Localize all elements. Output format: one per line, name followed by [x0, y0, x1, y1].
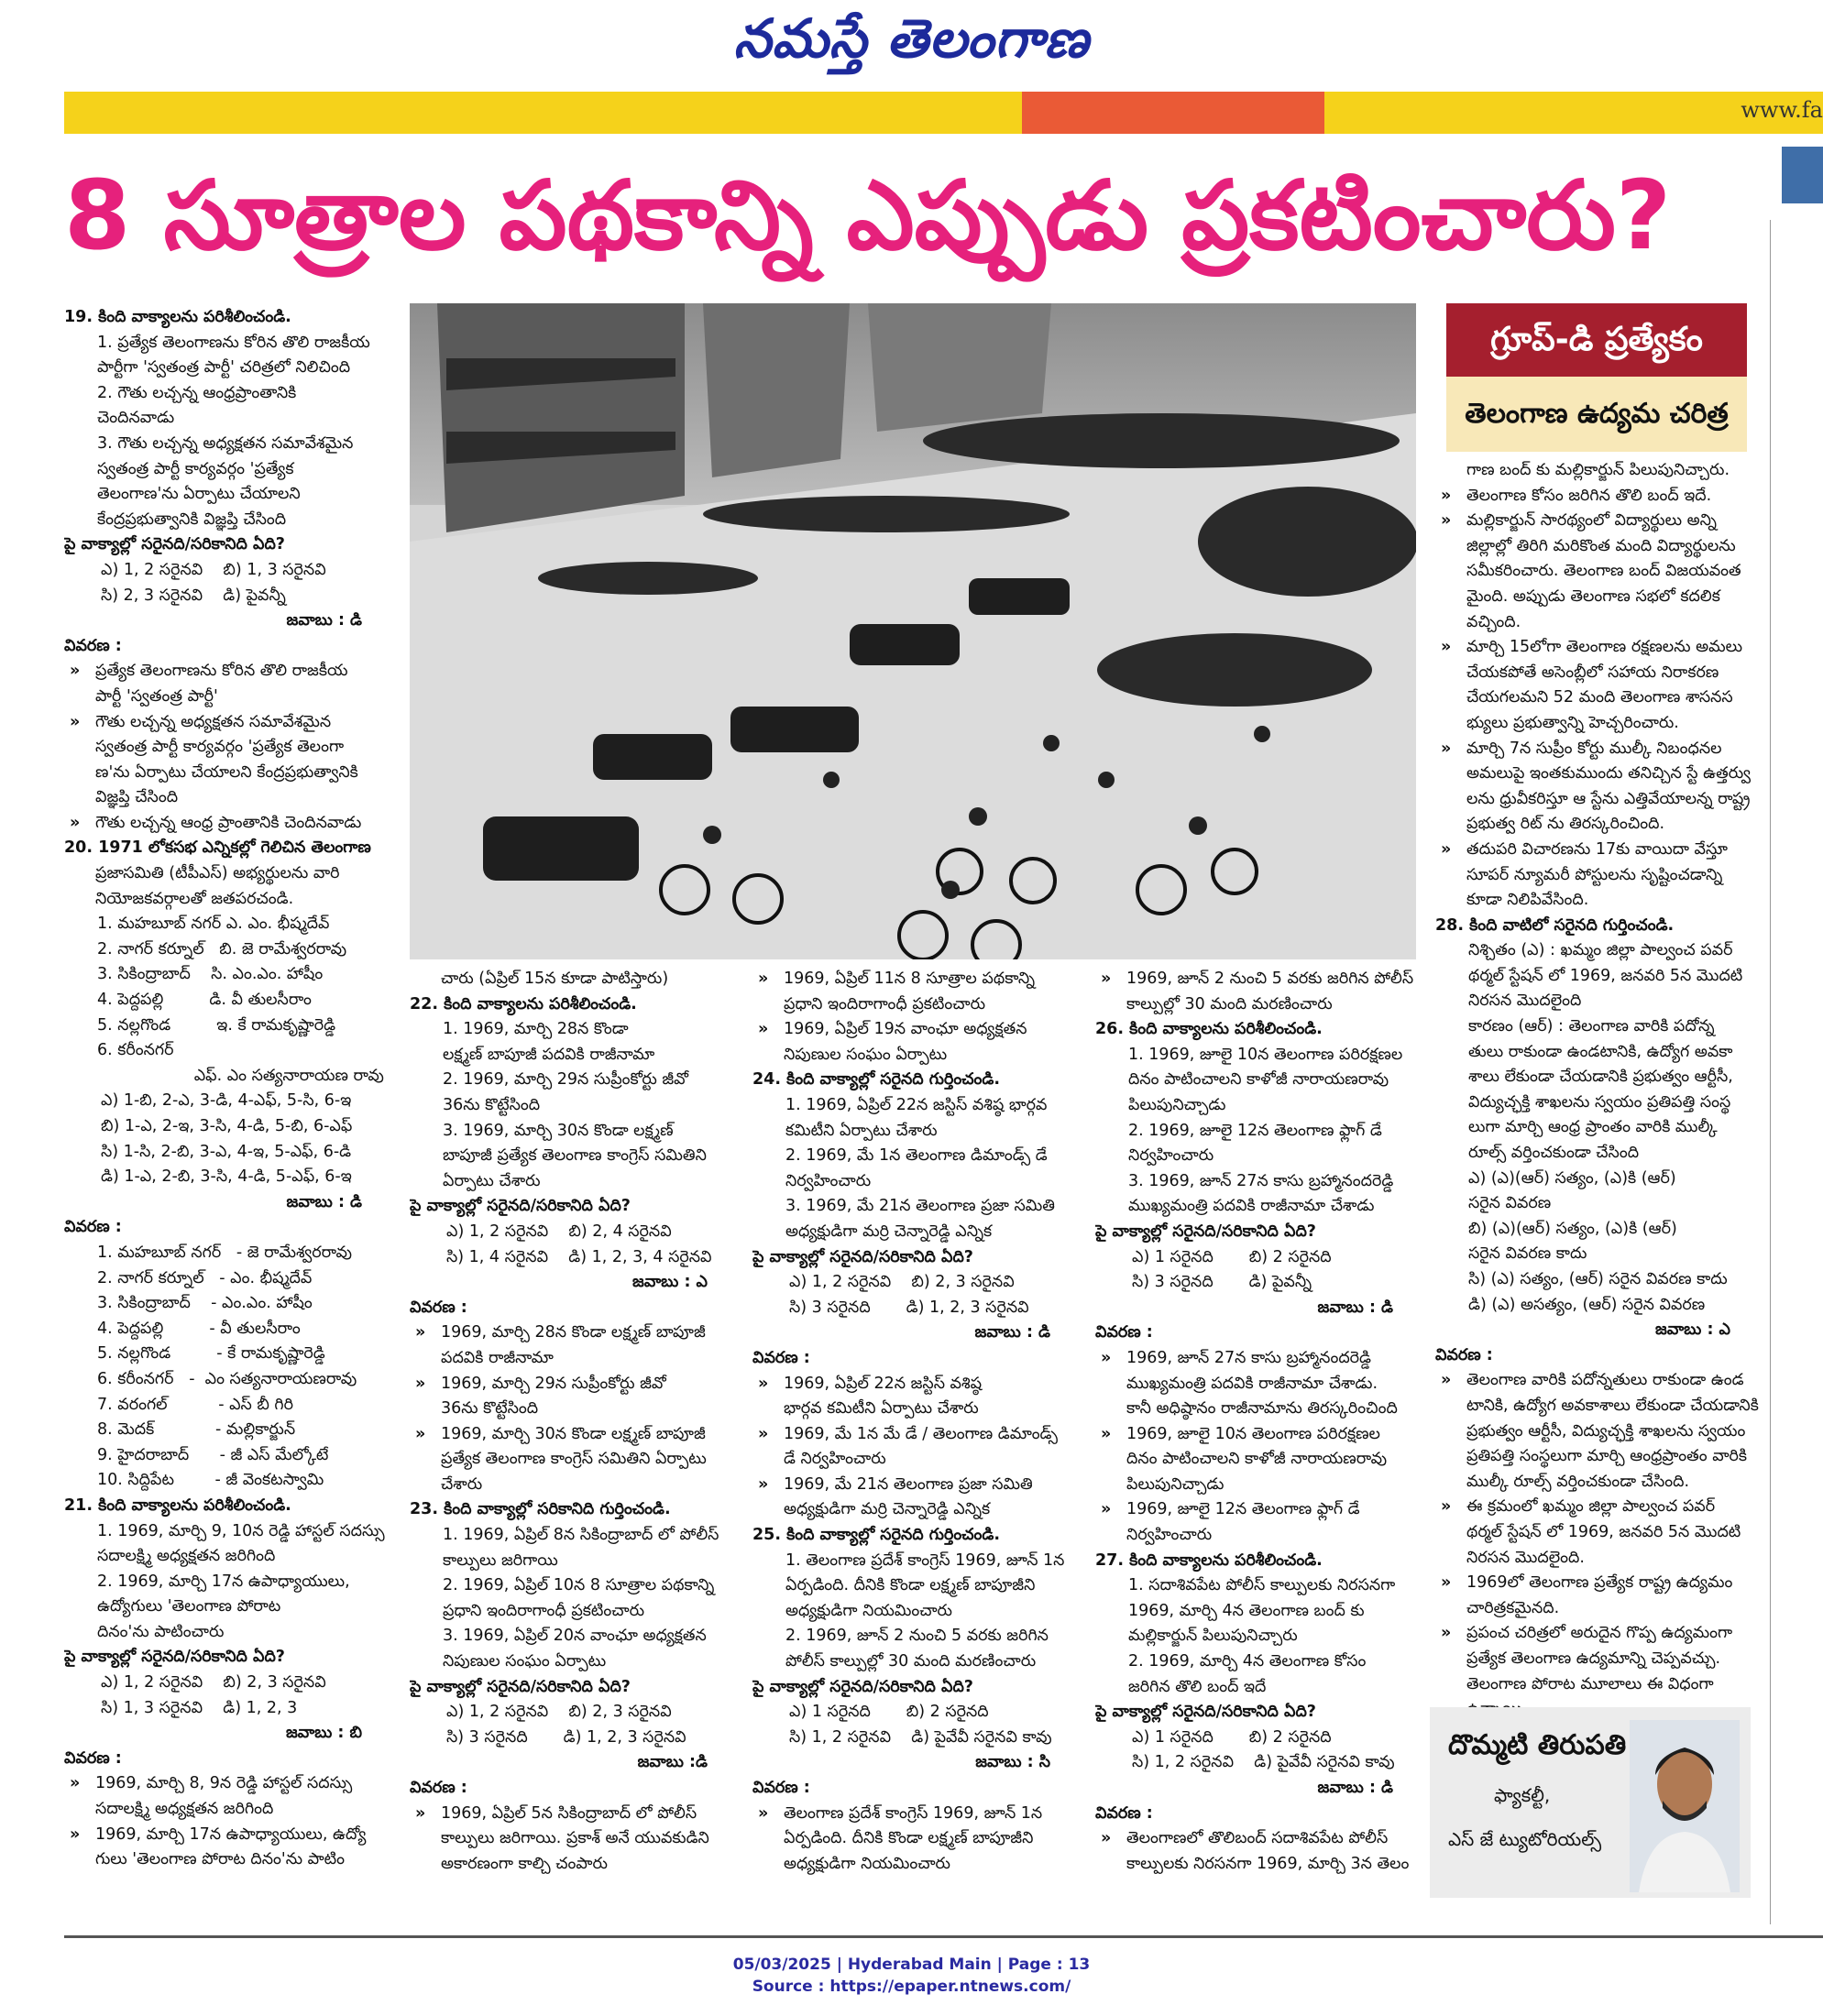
- col1-line: 10. సిద్దిపేట - జీ వెంకటస్వామి: [97, 1471, 324, 1490]
- col2-line: ప్రత్యేక తెలంగాణ కాంగ్రెస్ సమితిని ఏర్పాటు: [441, 1450, 707, 1469]
- col1-line: 2. గౌతు లచ్చన్న ఆంధ్రప్రాంతానికి: [97, 383, 297, 402]
- col4-line: జవాబు : డి: [1317, 1298, 1393, 1317]
- col1-line: సి) 1-సి, 2-బి, 3-ఎ, 4-ఇ, 5-ఎఫ్, 6-డి: [101, 1142, 352, 1161]
- col5-line: నిశ్చితం (ఎ) : ఖమ్మం జిల్లా పాల్వంచ పవర్: [1468, 941, 1733, 960]
- col5-line: ప్రభుత్వం ఆర్టీసీ, విద్యుచ్ఛక్తి శాఖలను స్వయం: [1466, 1421, 1746, 1441]
- col5-line: సూపర్ న్యూమరీ పోస్టులను సృష్టించడాన్ని: [1466, 865, 1723, 884]
- author-organization: ఎస్ జే ట్యుటోరియల్స్: [1448, 1828, 1602, 1850]
- col1-line: » 1969, మార్చి 17న ఉపాధ్యాయులు, ఉద్యో: [64, 1823, 399, 1848]
- col4-line: » 1969, జూన్ 27న కాసు బ్రహ్మానందరెడ్డి: [1095, 1346, 1430, 1372]
- col2-line: 3. 1969, ఏప్రిల్ 20న వాంఛూ అధ్యక్షతన: [443, 1627, 707, 1646]
- col4-line: ఎ) 1 సరైనది బి) 2 సరైనది: [1132, 1727, 1332, 1747]
- banner-url: www.fa: [1741, 97, 1823, 123]
- col1-line: ఎ) 1, 2 సరైనవి బి) 1, 3 సరైనవి: [101, 560, 326, 579]
- col2-line: బాపూజీ ప్రత్యేక తెలంగాణ కాంగ్రెస్ సమితిని: [443, 1146, 707, 1166]
- col1-line: 3. గౌతు లచ్చన్న అధ్యక్షతన సమావేశమైన: [97, 433, 354, 453]
- col2-line: చారు (ఏప్రిల్ 15న కూడా పాటిస్తారు): [441, 970, 669, 988]
- col5-line: కారణం (ఆర్) : తెలంగాణ వారికి పదోన్న: [1468, 1017, 1715, 1036]
- col1-line: » 1969, మార్చి 8, 9న రెడ్డి హాస్టల్ సదస్సు: [64, 1771, 399, 1797]
- col1-line: 5. నల్లగొండ ఇ. కే రామకృష్ణారెడ్డి: [97, 1015, 336, 1035]
- col1-line: జవాబు : బి: [286, 1724, 362, 1743]
- col1-line: 7. వరంగల్ - ఎస్ బీ గిరి: [97, 1395, 293, 1414]
- col1-line: 4. పెద్దపల్లి డి. వీ తులసీరాం: [97, 991, 312, 1010]
- col2-line: 1. 1969, మార్చి 28న కొండా: [443, 1020, 629, 1039]
- col2-line: ప్రధాని ఇందిరాగాంధీ ప్రకటించారు: [443, 1601, 645, 1620]
- col3-line: అధ్యక్షుడిగా నియమించారు: [785, 1601, 952, 1620]
- col2-line: 36ను కొట్టేసింది: [443, 1095, 541, 1114]
- col2-line: అకారణంగా కాల్చి చంపారు: [441, 1854, 608, 1873]
- crowd-street-image: [410, 303, 1416, 959]
- col3-line: 1. 1969, ఏప్రిల్ 22న జస్టిస్ వశిష్ఠ భార్గవ: [785, 1095, 1048, 1114]
- col5-line: » ప్రపంచ చరిత్రలో అరుదైన గొప్ప ఉద్యమంగా: [1435, 1621, 1767, 1647]
- col5-line: చారిత్రకమైనది.: [1466, 1598, 1560, 1617]
- col4-line: 26. కింది వాక్యాలను పరిశీలించండి.: [1095, 1020, 1323, 1039]
- col3-line: అధ్యక్షుడిగా నియమించారు: [784, 1854, 950, 1873]
- col1-line: గులు 'తెలంగాణ పోరాట దినం'ను పాటిం: [95, 1850, 346, 1869]
- col3-line: సి) 1, 2 సరైనవి డి) పైవేవీ సరైనవి కావు: [789, 1727, 1052, 1747]
- col4-line: » 1969, జూన్ 2 నుంచి 5 వరకు జరిగిన పోలీస్: [1095, 967, 1430, 992]
- col5-line: మైంది. అప్పుడు తెలంగాణ సభలో కదలిక: [1466, 586, 1720, 606]
- column-divider: [1770, 220, 1771, 1924]
- col4-line: ముఖ్యమంత్రి పదవికి రాజీనామా చేశాడు.: [1126, 1374, 1378, 1393]
- col1-line: 3. సికింద్రాబాద్ - ఎం.ఎం. హాషీం: [97, 1294, 313, 1313]
- col1-line: వివరణ :: [64, 636, 122, 655]
- col4-line: ముఖ్యమంత్రి పదవికి రాజీనామా చేశాడు: [1128, 1197, 1375, 1216]
- col5-line: చేయకపోతే అసెంబ్లీలో సహాయ నిరాకరణ: [1466, 663, 1719, 682]
- col1-line: 2. 1969, మార్చి 17న ఉపాధ్యాయులు,: [97, 1572, 350, 1591]
- col4-line: దినం పాటించాలని కాళోజీ నారాయణరావు: [1126, 1450, 1388, 1469]
- col3-line: వివరణ :: [752, 1779, 810, 1797]
- col2-line: నిపుణుల సంఘం ఏర్పాటు: [443, 1652, 607, 1671]
- col3-line: పై వాక్యాల్లో సరైనది/సరికానిది ఏది?: [752, 1247, 973, 1266]
- col5-line: ఎ) (ఎ)(ఆర్) సత్యం, (ఎ)కి (ఆర్): [1468, 1168, 1676, 1188]
- col2-line: » 1969, ఏప్రిల్ 5న సికింద్రాబాద్ లో పోలీస్: [410, 1802, 744, 1827]
- col5-line: » తెలంగాణ వారికి పదోన్నతులు రాకుండా ఉండ: [1435, 1368, 1767, 1394]
- col1-line: ఎ) 1, 2 సరైనవి బి) 2, 3 సరైనవి: [101, 1673, 326, 1693]
- col1-line: సి) 1, 3 సరైనవి డి) 1, 2, 3: [101, 1698, 298, 1717]
- col1-line: 1. మహబూబ్ నగర్ - జె రామేశ్వరరావు: [97, 1243, 352, 1262]
- col2-line: » 1969, మార్చి 29న సుప్రీంకోర్టు జీవో: [410, 1372, 744, 1397]
- col1-line: ఎ) 1-బి, 2-ఎ, 3-డి, 4-ఎఫ్, 5-సి, 6-ఇ: [101, 1091, 352, 1111]
- col4-line: » 1969, జూలై 12న తెలంగాణ ఫ్లాగ్ డే: [1095, 1497, 1430, 1523]
- col1-line: పార్టీ 'స్వతంత్ర పార్టీ': [95, 686, 218, 706]
- col5-line: నిరసన మొదలైంది: [1468, 992, 1582, 1011]
- col1-line: 2. నాగర్ కర్నూల్ బి. జె రామేశ్వరరావు: [97, 939, 347, 959]
- col3-line: భార్గవ కమిటీని ఏర్పాటు చేశారు: [784, 1399, 979, 1419]
- col3-line: 25. కింది వాక్యాల్లో సరైనది గుర్తించండి.: [752, 1526, 1000, 1545]
- col5-line: బి) (ఎ)(ఆర్) సత్యం, (ఎ)కి (ఆర్): [1468, 1219, 1677, 1238]
- col5-line: ప్రతిపత్తి సంస్థలుగా మార్చి ఆంధ్రప్రాంతం వారికి: [1466, 1447, 1748, 1466]
- col3-line: » 1969, ఏప్రిల్ 19న వాంఛూ అధ్యక్షతన: [752, 1017, 1087, 1043]
- col5-line: » మార్చి 15లోగా తెలంగాణ రక్షణలను అమలు: [1435, 635, 1767, 661]
- col3-line: » 1969, మే 21న తెలంగాణ ప్రజా సమితి: [752, 1473, 1087, 1498]
- col2-line: పై వాక్యాల్లో సరైనది/సరికానిది ఏది?: [410, 1677, 631, 1696]
- col5-line: ప్రత్యేక తెలంగాణ ఉద్యమాన్ని చెప్పవచ్చు.: [1466, 1649, 1721, 1668]
- author-box: [1430, 1707, 1751, 1898]
- col4-line: మల్లికార్జున్ పిలుపునిచ్చారు: [1128, 1627, 1298, 1646]
- col5-line: » మల్లికార్జున్ సారథ్యంలో విద్యార్థులు అన్ని: [1435, 509, 1767, 534]
- col5-line: రూల్స్ వర్తించకుండా చేసింది: [1468, 1144, 1640, 1163]
- col4-line: 27. కింది వాక్యాలను పరిశీలించండి.: [1095, 1550, 1323, 1570]
- top-banner: [64, 92, 1823, 134]
- col5-line: థర్మల్ స్టేషన్ లో 1969, జనవరి 5న మొదటి: [1466, 1522, 1741, 1541]
- col1-line: 3. సికింద్రాబాద్ సి. ఎం.ఎం. హాషీం: [97, 965, 324, 984]
- col4-line: పిలుపునిచ్చాడు: [1128, 1095, 1226, 1114]
- col3-line: » తెలంగాణ ప్రదేశ్ కాంగ్రెస్ 1969, జూన్ 1న: [752, 1802, 1087, 1827]
- col1-line: ఉద్యోగులు 'తెలంగాణ పోరాట: [97, 1597, 281, 1616]
- author-name: దొమ్మటి తిరుపతి: [1448, 1729, 1627, 1761]
- col4-line: 3. 1969, జూన్ 27న కాసు బ్రహ్మానందరెడ్డి: [1128, 1171, 1394, 1190]
- col1-line: విజ్ఞప్తి చేసింది: [95, 788, 179, 807]
- col2-line: కాల్పులు జరిగాయి: [443, 1550, 558, 1570]
- col5-line: » మార్చి 7న సుప్రీం కోర్టు ముల్కీ నిబంధనల: [1435, 737, 1767, 762]
- page-headline: 8 సూత్రాల పథకాన్ని ఎప్పుడు ప్రకటించారు?: [64, 159, 1672, 271]
- col1-line: జవాబు : డి: [286, 611, 362, 630]
- col2-line: » 1969, మార్చి 28న కొండా లక్ష్మణ్ బాపూజీ: [410, 1320, 744, 1346]
- col5-line: కూడా నిలిపివేసింది.: [1466, 891, 1589, 910]
- col2-line: ఏర్పాటు చేశారు: [443, 1171, 541, 1190]
- col2-line: 2. 1969, ఏప్రిల్ 10న 8 సూత్రాల పథకాన్ని: [443, 1576, 715, 1595]
- col1-line: దినం'ను పాటించారు: [97, 1622, 225, 1641]
- col4-line: పై వాక్యాల్లో సరైనది/సరికానిది ఏది?: [1095, 1703, 1316, 1722]
- newspaper-logo: నమస్తే తెలంగాణ: [733, 7, 1090, 70]
- col4-line: కాల్పుల్లో 30 మంది మరణించారు: [1126, 994, 1333, 1013]
- col4-line: » తెలంగాణలో తొలిబంద్ సదాశివపేట పోలీస్: [1095, 1826, 1430, 1852]
- article-column-5: [1435, 458, 1767, 1723]
- col1-line: కేంద్రప్రభుత్వానికి విజ్ఞప్తి చేసింది: [97, 509, 287, 529]
- col2-line: పదవికి రాజీనామా: [441, 1348, 554, 1367]
- col4-line: 1. సదాశివపేట పోలీస్ కాల్పులకు నిరసనగా: [1128, 1576, 1396, 1595]
- col2-line: 23. కింది వాక్యాల్లో సరికానిది గుర్తించండి.: [410, 1500, 671, 1519]
- col3-line: 2. 1969, జూన్ 2 నుంచి 5 వరకు జరిగిన: [785, 1627, 1049, 1646]
- col2-line: » 1969, మార్చి 30న కొండా లక్ష్మణ్ బాపూజీ: [410, 1422, 744, 1448]
- col5-line: తులు రాకుండా ఉండటానికి, ఉద్యోగ అవకా: [1468, 1042, 1733, 1061]
- bottom-rule: [64, 1935, 1823, 1938]
- article-column-4: [1095, 967, 1430, 1877]
- col3-line: వివరణ :: [752, 1348, 810, 1367]
- col2-line: జవాబు :డి: [637, 1753, 708, 1772]
- col5-line: జిల్లాల్లో తిరిగి మరికొంత మంది విద్యార్థులను: [1466, 536, 1736, 555]
- col3-line: » 1969, మే 1న మే డే / తెలంగాణ డిమాండ్స్: [752, 1422, 1087, 1448]
- adjacent-article-edge: [1782, 147, 1823, 1924]
- col5-line: చేయగలమని 52 మంది తెలంగాణ శాసనస: [1466, 688, 1733, 707]
- col2-line: సి) 1, 4 సరైనవి డి) 1, 2, 3, 4 సరైనవి: [446, 1247, 712, 1266]
- col2-line: వివరణ :: [410, 1298, 467, 1317]
- col1-line: 1. మహబూబ్ నగర్ ఎ. ఎం. భీష్మదేవ్: [97, 915, 330, 934]
- col5-line: లను ధ్రువీకరిస్తూ ఆ స్టేను ఎత్తివేయాలన్న రాష్ట్ర: [1466, 789, 1751, 808]
- col5-line: నిరసన మొదలైంది.: [1466, 1548, 1585, 1567]
- footer-date-edition: 05/03/2025 | Hyderabad Main | Page : 13: [732, 1956, 1091, 1974]
- col3-line: 24. కింది వాక్యాల్లో సరైనది గుర్తించండి.: [752, 1070, 1000, 1090]
- col3-line: ప్రధాని ఇందిరాగాంధీ ప్రకటించారు: [784, 994, 986, 1013]
- col2-line: ఎ) 1, 2 సరైనవి బి) 2, 3 సరైనవి: [446, 1703, 672, 1722]
- col5-line: భ్యులు ప్రభుత్వాన్ని హెచ్చరించారు.: [1466, 713, 1679, 732]
- col3-line: ఎ) 1, 2 సరైనవి బి) 2, 3 సరైనవి: [789, 1273, 1015, 1292]
- col2-line: చేశారు: [441, 1474, 483, 1494]
- col5-line: విద్యుచ్ఛక్తి శాఖలను స్వయం ప్రతిపత్తి సంస్థ: [1468, 1092, 1731, 1112]
- col1-line: ప్రజాసమితి (టీపీఎస్) అభ్యర్థులను వారి: [95, 864, 340, 883]
- col1-line: వివరణ :: [64, 1218, 122, 1237]
- author-photo: [1630, 1720, 1740, 1892]
- col1-line: పై వాక్యాల్లో సరైనది/సరికానిది ఏది?: [64, 1648, 285, 1667]
- col5-line: 28. కింది వాటిలో సరైనది గుర్తించండి.: [1435, 915, 1675, 935]
- col1-line: 21. కింది వాక్యాలను పరిశీలించండి.: [64, 1496, 291, 1515]
- article-column-2: [410, 967, 744, 1877]
- col1-line: జవాబు : డి: [286, 1192, 362, 1211]
- col2-line: లక్ష్మణ్ బాపూజీ పదవికి రాజీనామా: [443, 1045, 655, 1064]
- col5-line: వచ్చింది.: [1466, 612, 1521, 631]
- protest-photo: [410, 303, 1416, 959]
- col1-line: 1. ప్రత్యేక తెలంగాణను కోరిన తొలి రాజకీయ: [97, 333, 370, 352]
- col1-line: 1. 1969, మార్చి 9, 10న రెడ్డి హాస్టల్ సదస్సు: [97, 1521, 385, 1540]
- col2-line: కాల్పులు జరిగాయి. ప్రకాశ్ అనే యువకుడిని: [441, 1829, 709, 1848]
- col3-line: ఏర్పడింది. దీనికి కొండా లక్ష్మణ్ బాపూజీని: [785, 1576, 1036, 1595]
- col1-line: స్వతంత్ర పార్టీ కార్యవర్గం 'ప్రత్యేక తెలంగా: [95, 738, 345, 757]
- col3-line: కమిటీని ఏర్పాటు చేశారు: [785, 1121, 938, 1140]
- col3-line: » 1969, ఏప్రిల్ 11న 8 సూత్రాల పథకాన్ని: [752, 967, 1087, 992]
- col1-line: 6. కరీంనగర్ - ఎం సత్యనారాయణరావు: [97, 1369, 357, 1388]
- author-portrait-icon: [1630, 1720, 1740, 1892]
- col3-line: పై వాక్యాల్లో సరైనది/సరికానిది ఏది?: [752, 1677, 973, 1696]
- col4-line: 2. 1969, మార్చి 4న తెలంగాణ కోసం: [1128, 1652, 1367, 1671]
- masthead: [0, 0, 1823, 90]
- col1-line: 6. కరీంనగర్: [97, 1041, 174, 1060]
- col4-line: వివరణ :: [1095, 1803, 1153, 1823]
- col5-line: తెలంగాణ పోరాట మూలాలు ఈ విధంగా: [1466, 1674, 1714, 1693]
- col4-line: సి) 3 సరైనది డి) పైవన్నీ: [1132, 1273, 1312, 1292]
- col3-line: 1. తెలంగాణ ప్రదేశ్ కాంగ్రెస్ 1969, జూన్ 1న: [785, 1550, 1065, 1570]
- col4-line: జరిగిన తొలి బంద్ ఇదే: [1128, 1677, 1267, 1696]
- col2-line: సి) 3 సరైనది డి) 1, 2, 3 సరైనవి: [446, 1727, 686, 1747]
- col1-line: తెలంగాణ'ను ఏర్పాటు చేయాలని: [97, 485, 301, 504]
- col4-line: » 1969, జూలై 10న తెలంగాణ పరిరక్షణల: [1095, 1422, 1430, 1448]
- col1-line: పై వాక్యాల్లో సరైనది/సరికానిది ఏది?: [64, 535, 285, 554]
- col5-line: టానికి, ఉద్యోగ అవకాశాలు లేకుండా చేయడానికి: [1466, 1396, 1759, 1415]
- col3-line: డే నిర్వహించారు: [784, 1450, 886, 1469]
- col1-line: » గౌతు లచ్చన్న ఆంధ్ర ప్రాంతానికి చెందినవాడు: [64, 811, 399, 837]
- col1-line: సి) 2, 3 సరైనవి డి) పైవన్నీ: [101, 586, 286, 605]
- col4-line: జవాబు : డి: [1317, 1779, 1393, 1797]
- col3-line: జవాబు : సి: [975, 1753, 1050, 1772]
- col3-line: సి) 3 సరైనది డి) 1, 2, 3 సరైనవి: [789, 1298, 1029, 1317]
- page-footer: [0, 1954, 1823, 1998]
- article-column-1: [64, 305, 399, 1873]
- col4-line: ఎ) 1 సరైనది బి) 2 సరైనది: [1132, 1247, 1332, 1266]
- col1-line: 20. 1971 లోకసభ ఎన్నికల్లో గెలిచిన తెలంగాణ: [64, 838, 371, 858]
- group-d-special-label: గ్రూప్-డి ప్రత్యేకం: [1446, 303, 1747, 377]
- col1-line: నియోజకవర్గాలతో జతపరచండి.: [95, 889, 294, 908]
- col5-line: సరైన వివరణ: [1468, 1194, 1552, 1213]
- col1-line: డి) 1-ఎ, 2-బి, 3-సి, 4-డి, 5-ఎఫ్, 6-ఇ: [101, 1167, 352, 1187]
- col2-line: 1. 1969, ఏప్రిల్ 8న సికింద్రాబాద్ లో పోలీస్: [443, 1526, 719, 1545]
- col1-line: 9. హైదరాబాద్ - జీ ఎస్ మేల్కోటే: [97, 1445, 329, 1464]
- col3-line: 2. 1969, మే 1న తెలంగాణ డిమాండ్స్ డే: [785, 1146, 1048, 1166]
- col5-line: » తదుపరి విచారణను 17కు వాయిదా వేస్తూ: [1435, 838, 1767, 863]
- col1-line: చెందినవాడు: [97, 409, 175, 428]
- col5-line: » 1969లో తెలంగాణ ప్రత్యేక రాష్ట్ర ఉద్యమం: [1435, 1571, 1767, 1596]
- col5-line: జవాబు : ఎ: [1655, 1320, 1730, 1340]
- col5-line: ముల్కీ రూల్స్ వర్తించకుండా చేసింది.: [1466, 1472, 1690, 1491]
- col4-line: పై వాక్యాల్లో సరైనది/సరికానిది ఏది?: [1095, 1222, 1316, 1241]
- col1-line: ణ'ను ఏర్పాటు చేయాలని కేంద్రప్రభుత్వానికి: [95, 762, 358, 782]
- col4-line: కాల్పులకు నిరసనగా 1969, మార్చి 3న తెలం: [1126, 1854, 1410, 1873]
- col1-line: » ప్రత్యేక తెలంగాణను కోరిన తొలి రాజకీయ: [64, 659, 399, 685]
- col2-line: పై వాక్యాల్లో సరైనది/సరికానిది ఏది?: [410, 1197, 631, 1216]
- col5-line: థర్మల్ స్టేషన్ లో 1969, జనవరి 5న మొదటి: [1468, 966, 1743, 985]
- col4-line: సి) 1, 2 సరైనవి డి) పైవేవీ సరైనవి కావు: [1132, 1753, 1395, 1772]
- col1-line: 4. పెద్దపల్లి - వీ తులసీరాం: [97, 1319, 301, 1338]
- col3-line: ఎ) 1 సరైనది బి) 2 సరైనది: [789, 1703, 989, 1722]
- col3-line: ఏర్పడింది. దీనికి కొండా లక్ష్మణ్ బాపూజీని: [784, 1829, 1034, 1848]
- col4-line: కానీ అధిష్ఠానం రాజీనామాను తిరస్కరించింది: [1126, 1399, 1398, 1419]
- col2-line: 3. 1969, మార్చి 30న కొండా లక్ష్మణ్: [443, 1121, 674, 1140]
- article-column-3: [752, 967, 1087, 1877]
- col4-line: 1. 1969, జూలై 10న తెలంగాణ పరిరక్షణల: [1128, 1045, 1403, 1064]
- telangana-movement-history-label: తెలంగాణ ఉద్యమ చరిత్ర: [1446, 377, 1747, 452]
- col2-line: 22. కింది వాక్యాలను పరిశీలించండి.: [410, 994, 637, 1013]
- col5-line: సి) (ఎ) సత్యం, (ఆర్) సరైన వివరణ కాదు: [1468, 1270, 1728, 1288]
- col4-line: 2. 1969, జూలై 12న తెలంగాణ ఫ్లాగ్ డే: [1128, 1121, 1382, 1140]
- col4-line: పిలుపునిచ్చాడు: [1126, 1474, 1224, 1494]
- col3-line: పోలీస్ కాల్పుల్లో 30 మంది మరణించారు: [785, 1652, 1037, 1671]
- col1-line: స్వతంత్ర పార్టీ కార్యవర్గం 'ప్రత్యేక: [97, 459, 294, 478]
- col5-line: ప్రభుత్వ రిట్ ను తిరస్కరించింది.: [1466, 815, 1665, 834]
- col3-line: నిపుణుల సంఘం ఏర్పాటు: [784, 1045, 948, 1064]
- col1-line: 19. కింది వాక్యాలను పరిశీలించండి.: [64, 308, 291, 326]
- col5-line: అమలుపై ఇంతకుముందు తనిచ్చిన స్టే ఉత్తర్వు: [1466, 764, 1751, 783]
- col1-line: బి) 1-ఎ, 2-ఇ, 3-సి, 4-డి, 5-బి, 6-ఎఫ్: [101, 1117, 353, 1135]
- col1-line: 5. నల్లగొండ - కే రామకృష్ణారెడ్డి: [97, 1344, 325, 1364]
- col4-line: 1969, మార్చి 4న తెలంగాణ బంద్ కు: [1128, 1601, 1365, 1620]
- col3-line: అధ్యక్షుడిగా మర్రి చెన్నారెడ్డి ఎన్నిక: [785, 1222, 993, 1241]
- col1-line: వివరణ :: [64, 1748, 122, 1768]
- col5-line: » తెలంగాణ కోసం జరిగిన తొలి బంద్ ఇదే.: [1435, 484, 1767, 509]
- col3-line: అధ్యక్షుడిగా మర్రి చెన్నారెడ్డి ఎన్నిక: [784, 1500, 991, 1519]
- col5-line: సమీకరించారు. తెలంగాణ బంద్ విజయవంత: [1466, 562, 1741, 581]
- col5-line: వివరణ :: [1435, 1345, 1493, 1364]
- col3-line: 3. 1969, మే 21న తెలంగాణ ప్రజా సమితి: [785, 1197, 1055, 1216]
- col5-line: లుగా మార్చి ఆంధ్ర ప్రాంతం వారికి ముల్కీ: [1468, 1118, 1718, 1137]
- adjacent-article-image: [1782, 147, 1823, 203]
- col3-line: » 1969, ఏప్రిల్ 22న జస్టిస్ వశిష్ఠ: [752, 1372, 1087, 1397]
- col2-line: జవాబు : ఎ: [632, 1273, 708, 1292]
- col2-line: 36ను కొట్టేసింది: [441, 1399, 539, 1419]
- col5-line: సరైన వివరణ కాదు: [1468, 1244, 1587, 1264]
- author-role: ఫ్యాకల్టీ,: [1494, 1784, 1551, 1806]
- col4-line: వివరణ :: [1095, 1323, 1153, 1342]
- col4-line: దినం పాటించాలని కాళోజీ నారాయణరావు: [1128, 1070, 1389, 1090]
- col2-line: 2. 1969, మార్చి 29న సుప్రీంకోర్టు జీవో: [443, 1070, 689, 1090]
- col5-line: గాణ బంద్ కు మల్లికార్జున్ పిలుపునిచ్చారు.: [1466, 461, 1730, 479]
- col4-line: నిర్వహించారు: [1126, 1526, 1213, 1545]
- col1-line: 8. మెదక్ - మల్లికార్జున్: [97, 1420, 296, 1440]
- col1-line: 2. నాగర్ కర్నూల్ - ఎం. భీష్మదేవ్: [97, 1268, 313, 1287]
- col4-line: నిర్వహించారు: [1128, 1146, 1214, 1166]
- col3-line: నిర్వహించారు: [785, 1171, 872, 1190]
- col1-line: పార్టీగా 'స్వతంత్ర పార్టీ' చరిత్రలో నిలిచింది: [97, 358, 351, 378]
- banner-red-block: [1022, 92, 1324, 134]
- section-label-box: [1446, 303, 1747, 452]
- col5-line: డి) (ఎ) అసత్యం, (ఆర్) సరైన వివరణ: [1468, 1295, 1706, 1314]
- col2-line: ఎ) 1, 2 సరైనవి బి) 2, 4 సరైనవి: [446, 1222, 672, 1241]
- col2-line: వివరణ :: [410, 1779, 467, 1797]
- col1-line: సదాలక్ష్మి అధ్యక్షతన జరిగింది: [97, 1547, 276, 1566]
- col1-line: సదాలక్ష్మి అధ్యక్షతన జరిగింది: [95, 1800, 274, 1819]
- col1-line: » గౌతు లచ్చన్న అధ్యక్షతన సమావేశమైన: [64, 710, 399, 736]
- col5-line: శాలు లేకుండా చేయడానికి ప్రభుత్వం ఆర్టీసీ,: [1468, 1068, 1733, 1087]
- footer-source: Source : https://epaper.ntnews.com/: [752, 1978, 1071, 1996]
- col3-line: జవాబు : డి: [974, 1323, 1050, 1342]
- col5-line: » ఈ క్రమంలో ఖమ్మం జిల్లా పాల్వంచ పవర్: [1435, 1495, 1767, 1520]
- col1-line: ఎఫ్. ఎం సత్యనారాయణ రావు: [97, 1066, 384, 1085]
